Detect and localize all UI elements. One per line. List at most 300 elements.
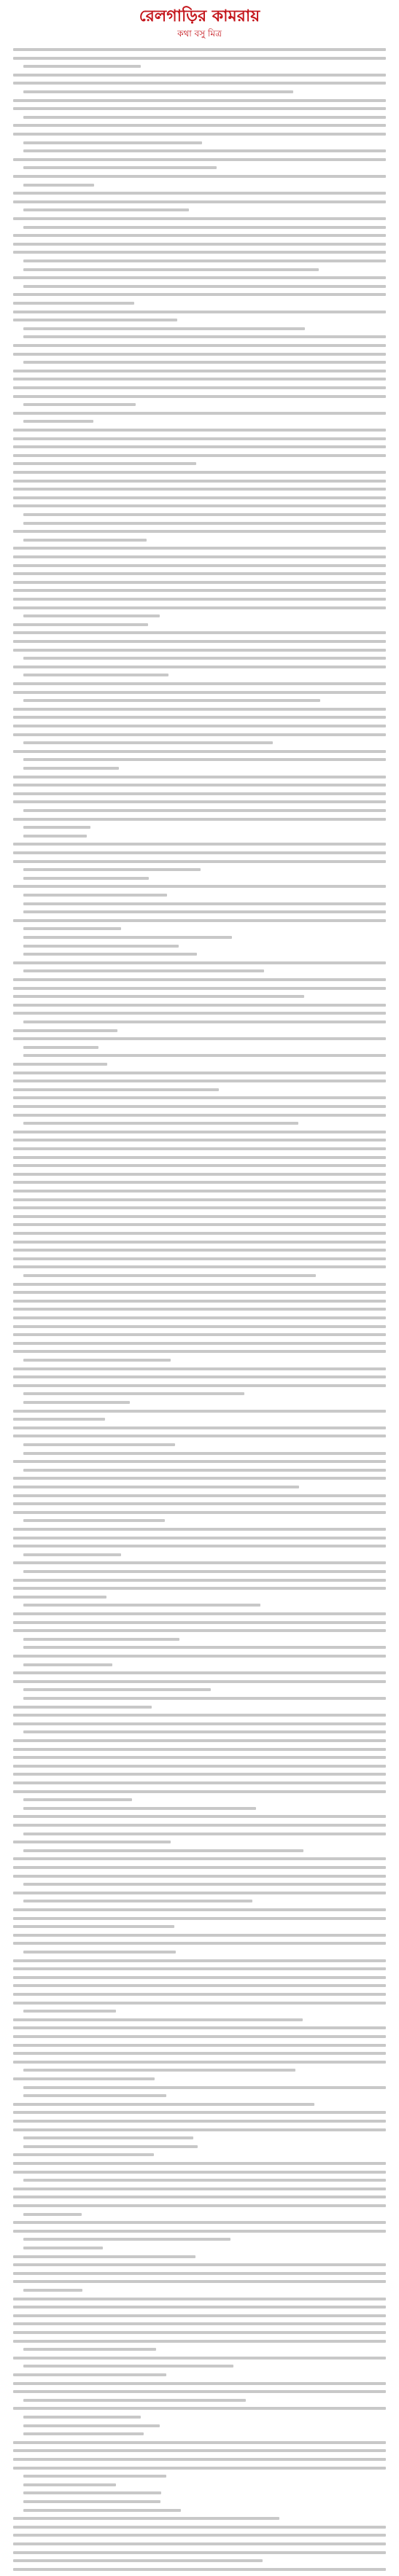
text-line: [13, 2230, 386, 2233]
text-line: [13, 1333, 386, 1336]
text-line: [13, 995, 304, 998]
text-line: [13, 370, 386, 372]
text-line: [13, 471, 386, 474]
text-line: [23, 1054, 386, 1057]
text-line: [13, 2407, 386, 2410]
text-line: [13, 2162, 386, 2165]
text-line: [13, 1131, 386, 1133]
text-line: [23, 149, 386, 152]
text-line: [13, 496, 386, 499]
text-line: [13, 1706, 152, 1709]
story-body: [13, 47, 386, 2576]
text-line: [23, 767, 119, 770]
text-line: [13, 2044, 386, 2047]
text-line: [13, 2263, 386, 2266]
text-line: [13, 1714, 386, 1717]
text-line: [13, 2373, 166, 2376]
text-line: [23, 2145, 198, 2148]
text-line: [13, 1173, 386, 1176]
text-line: [23, 894, 167, 897]
text-line: [13, 1291, 386, 1294]
text-line: [13, 48, 386, 51]
text-line: [13, 1249, 386, 1252]
text-line: [13, 2298, 386, 2300]
text-line: [23, 166, 217, 169]
text-line: [23, 969, 264, 972]
text-line: [13, 1198, 386, 1201]
text-line: [13, 1866, 386, 1869]
text-line: [13, 200, 386, 203]
text-line: [13, 2077, 155, 2080]
text-line: [13, 1181, 386, 1184]
text-line: [13, 2111, 386, 2114]
text-line: [13, 2171, 386, 2174]
text-line: [23, 1883, 386, 1886]
text-line: [13, 234, 386, 237]
text-line: [13, 1561, 386, 1564]
text-line: [13, 2204, 386, 2207]
text-line: [13, 1096, 386, 1099]
text-line: [13, 99, 386, 102]
story-title: রেলগাড়ির কামরায়: [139, 7, 260, 26]
text-line: [13, 1308, 386, 1311]
text-line: [23, 420, 93, 423]
text-line: [13, 1375, 386, 1378]
text-line: [23, 2238, 231, 2241]
text-line: [13, 2128, 386, 2131]
text-line: [13, 1739, 386, 1742]
text-line: [13, 2517, 279, 2520]
text-line: [13, 885, 386, 888]
text-line: [13, 649, 386, 652]
text-line: [13, 2390, 386, 2393]
text-line: [13, 800, 386, 803]
text-line: [23, 2424, 160, 2427]
text-line: [23, 1849, 303, 1852]
text-line: [13, 564, 386, 567]
text-line: [13, 217, 386, 220]
text-line: [13, 1241, 386, 1244]
text-line: [13, 1925, 174, 1928]
text-line: [13, 598, 386, 601]
text-line: [23, 826, 90, 829]
text-line: [13, 2306, 386, 2308]
text-line: [13, 2551, 386, 2554]
text-line: [13, 1773, 386, 1776]
text-line: [13, 276, 386, 279]
text-line: [13, 784, 386, 787]
text-line: [23, 2289, 82, 2292]
text-line: [23, 2475, 166, 2478]
text-line: [13, 1164, 386, 1167]
text-line: [13, 1748, 386, 1751]
text-line: [23, 2179, 386, 2182]
text-line: [13, 2467, 386, 2470]
text-line: [13, 547, 386, 550]
text-line: [13, 1790, 386, 1793]
text-line: [13, 2559, 263, 2562]
text-line: [13, 1384, 386, 1387]
text-line: [23, 1443, 175, 1446]
text-line: [13, 2035, 386, 2038]
text-line: [13, 1917, 386, 1920]
text-line: [13, 2340, 386, 2343]
text-line: [23, 1688, 211, 1691]
text-line: [23, 2500, 160, 2503]
text-line: [23, 2136, 193, 2139]
text-line: [13, 1781, 386, 1784]
text-line: [13, 1486, 299, 1488]
text-line: [13, 1325, 386, 1328]
text-line: [23, 1553, 121, 1556]
text-line: [13, 107, 386, 110]
text-line: [13, 2568, 386, 2571]
text-line: [23, 361, 386, 364]
text-line: [13, 1942, 386, 1945]
text-line: [13, 2314, 386, 2317]
text-line: [23, 1646, 386, 1649]
text-line: [13, 987, 386, 990]
text-line: [13, 581, 386, 584]
text-line: [13, 682, 386, 685]
text-line: [23, 522, 386, 525]
text-line: [13, 1815, 386, 1818]
text-line: [13, 818, 386, 821]
text-line: [23, 184, 94, 187]
text-line: [13, 192, 386, 195]
text-line: [13, 445, 386, 448]
text-line: [23, 1570, 386, 1573]
text-line: [23, 2086, 386, 2089]
text-line: [23, 90, 293, 93]
text-line: [23, 1663, 112, 1666]
text-line: [23, 1359, 171, 1362]
text-line: [13, 631, 386, 634]
text-line: [23, 2010, 116, 2013]
text-line: [13, 488, 386, 491]
text-line: [23, 268, 319, 271]
text-line: [13, 606, 386, 609]
text-line: [23, 259, 386, 262]
text-line: [13, 82, 386, 85]
text-line: [13, 1232, 386, 1235]
text-line: [23, 1900, 252, 1902]
text-line: [13, 1300, 386, 1303]
text-line: [23, 2247, 103, 2249]
text-line: [23, 1392, 244, 1395]
text-line: [23, 335, 386, 338]
text-line: [13, 319, 177, 321]
text-line: [13, 961, 386, 964]
text-line: [23, 116, 386, 119]
text-line: [13, 1993, 386, 1996]
text-line: [13, 1215, 386, 1218]
text-line: [13, 2322, 386, 2325]
text-line: [13, 1012, 386, 1015]
text-line: [13, 1460, 386, 1463]
text-line: [23, 539, 147, 542]
text-line: [13, 919, 386, 922]
text-line: [13, 2120, 386, 2123]
text-line: [23, 936, 232, 939]
text-line: [13, 750, 386, 753]
text-line: [13, 2534, 386, 2537]
text-line: [23, 1274, 316, 1277]
text-line: [13, 1596, 106, 1599]
text-line: [23, 1046, 98, 1049]
text-line: [23, 910, 386, 913]
text-line: [13, 412, 386, 415]
text-line: [13, 1892, 386, 1894]
text-line: [13, 1350, 386, 1353]
text-line: [23, 614, 160, 617]
text-line: [13, 776, 386, 778]
text-line: [13, 792, 386, 795]
text-line: [13, 2153, 154, 2156]
text-line: [13, 1367, 386, 1370]
text-line: [23, 1452, 386, 1455]
text-line: [13, 1621, 386, 1624]
text-line: [23, 927, 121, 930]
text-line: [13, 311, 386, 313]
text-line: [13, 124, 386, 127]
text-line: [13, 2018, 303, 2021]
text-line: [23, 327, 305, 330]
text-line: [23, 953, 197, 956]
text-line: [13, 1502, 386, 1505]
text-line: [23, 65, 141, 68]
text-line: [23, 674, 168, 676]
text-line: [13, 1934, 386, 1937]
text-line: [23, 226, 386, 229]
text-line: [13, 1206, 386, 1209]
text-line: [13, 1655, 386, 1658]
text-line: [13, 1114, 386, 1117]
text-line: [13, 1283, 386, 1286]
text-line: [13, 708, 386, 711]
text-line: [23, 2399, 246, 2402]
text-line: [13, 353, 386, 356]
text-line: [13, 2002, 386, 2005]
text-line: [13, 378, 386, 380]
text-line: [23, 208, 189, 211]
text-line: [23, 699, 320, 702]
text-line: [13, 175, 386, 178]
text-line: [23, 1951, 176, 1954]
text-line: [13, 1426, 386, 1429]
text-line: [13, 1756, 386, 1759]
text-line: [13, 1063, 107, 1066]
text-line: [23, 1401, 130, 1404]
text-line: [23, 1469, 386, 1472]
text-line: [23, 741, 273, 744]
text-line: [13, 2221, 386, 2224]
text-line: [23, 1020, 386, 1023]
text-line: [13, 1494, 386, 1497]
text-line: [13, 1435, 386, 1437]
text-line: [13, 1088, 219, 1091]
text-line: [13, 2449, 386, 2452]
text-line: [13, 243, 386, 246]
text-line: [13, 1671, 386, 1674]
text-line: [23, 2416, 141, 2419]
text-line: [23, 2094, 166, 2097]
text-line: [13, 158, 386, 161]
text-line: [13, 640, 386, 643]
text-line: [23, 2491, 161, 2494]
text-line: [13, 344, 386, 347]
text-line: [23, 403, 136, 406]
text-line: [13, 1139, 386, 1141]
text-line: [23, 141, 202, 144]
text-line: [13, 851, 386, 854]
text-line: [13, 1587, 386, 1590]
text-line: [13, 589, 386, 592]
text-line: [23, 877, 149, 880]
text-line: [23, 2348, 156, 2351]
text-line: [23, 2509, 181, 2512]
text-line: [13, 2052, 386, 2055]
text-line: [13, 74, 386, 77]
text-line: [13, 2357, 386, 2360]
text-line: [13, 429, 386, 432]
text-line: [13, 1004, 386, 1007]
text-line: [13, 2331, 386, 2334]
text-line: [23, 2432, 144, 2435]
text-line: [23, 513, 386, 516]
text-line: [23, 945, 179, 948]
text-line: [13, 1722, 386, 1725]
text-line: [13, 666, 386, 668]
text-line: [13, 395, 386, 398]
text-line: [23, 2365, 233, 2368]
text-line: [23, 902, 386, 905]
text-line: [13, 454, 386, 457]
text-line: [13, 1072, 386, 1074]
text-line: [13, 1528, 386, 1531]
text-line: [13, 1976, 386, 1979]
text-line: [13, 555, 386, 558]
text-line: [13, 978, 386, 981]
text-line: [13, 1545, 386, 1547]
text-line: [23, 1519, 165, 1522]
text-line: [13, 860, 386, 863]
text-line: [13, 2382, 386, 2385]
text-line: [13, 302, 134, 305]
text-line: [23, 2069, 295, 2072]
text-line: [13, 1223, 386, 1226]
text-line: [13, 1984, 386, 1987]
text-line: [13, 530, 386, 533]
text-line: [13, 462, 196, 465]
text-line: [13, 1765, 386, 1768]
text-line: [13, 2061, 386, 2064]
text-line: [13, 1857, 386, 1860]
text-line: [13, 1612, 386, 1615]
text-line: [13, 1257, 386, 1260]
text-line: [13, 1579, 386, 1582]
text-line: [13, 1342, 386, 1345]
text-line: [13, 2542, 386, 2545]
text-line: [13, 386, 386, 389]
text-line: [13, 1080, 386, 1082]
text-line: [13, 1147, 386, 1150]
text-line: [13, 2272, 386, 2275]
text-line: [13, 2026, 386, 2029]
story-author: কথা বসু মিত্র: [177, 28, 222, 39]
text-line: [13, 1629, 386, 1632]
text-line: [13, 480, 386, 483]
text-line: [13, 733, 386, 736]
text-line: [13, 1875, 386, 1878]
text-line: [23, 835, 87, 838]
text-line: [13, 1156, 386, 1159]
text-line: [13, 1029, 117, 1032]
text-line: [23, 285, 386, 288]
text-line: [13, 251, 386, 254]
text-line: [23, 1604, 260, 1607]
text-line: [13, 133, 386, 136]
text-line: [13, 1959, 386, 1962]
text-line: [13, 1841, 171, 1843]
text-line: [23, 758, 386, 761]
text-line: [13, 2196, 386, 2198]
text-line: [23, 2213, 82, 2216]
text-line: [13, 437, 386, 440]
text-line: [13, 572, 386, 575]
text-line: [13, 1680, 386, 1683]
text-line: [13, 1105, 386, 1108]
text-line: [13, 691, 386, 694]
text-line: [23, 2483, 116, 2486]
text-line: [13, 725, 386, 727]
text-line: [13, 2441, 386, 2444]
text-line: [13, 843, 386, 846]
text-line: [23, 1833, 386, 1835]
text-line: [13, 293, 386, 296]
text-line: [13, 2255, 195, 2258]
text-line: [13, 1511, 386, 1514]
text-line: [23, 1730, 386, 1733]
text-line: [13, 2280, 386, 2283]
text-line: [13, 2526, 386, 2529]
text-line: [23, 1807, 256, 1810]
text-line: [13, 1824, 386, 1827]
text-line: [13, 2103, 314, 2106]
text-line: [13, 1418, 105, 1421]
text-line: [13, 623, 148, 626]
text-line: [23, 657, 386, 660]
text-line: [13, 57, 386, 60]
text-line: [13, 1537, 386, 1539]
text-line: [13, 1190, 386, 1193]
text-line: [23, 868, 201, 871]
text-line: [23, 809, 386, 812]
text-line: [13, 1037, 386, 1040]
text-line: [13, 1265, 386, 1268]
text-line: [13, 1316, 386, 1319]
text-line: [13, 1967, 386, 1970]
text-line: [13, 1410, 386, 1413]
text-line: [23, 1697, 386, 1700]
text-line: [23, 1638, 179, 1641]
text-line: [13, 1908, 386, 1911]
text-line: [13, 716, 386, 719]
text-line: [13, 2187, 386, 2190]
text-line: [13, 1477, 386, 1480]
text-line: [23, 1122, 298, 1125]
text-line: [23, 1798, 132, 1801]
